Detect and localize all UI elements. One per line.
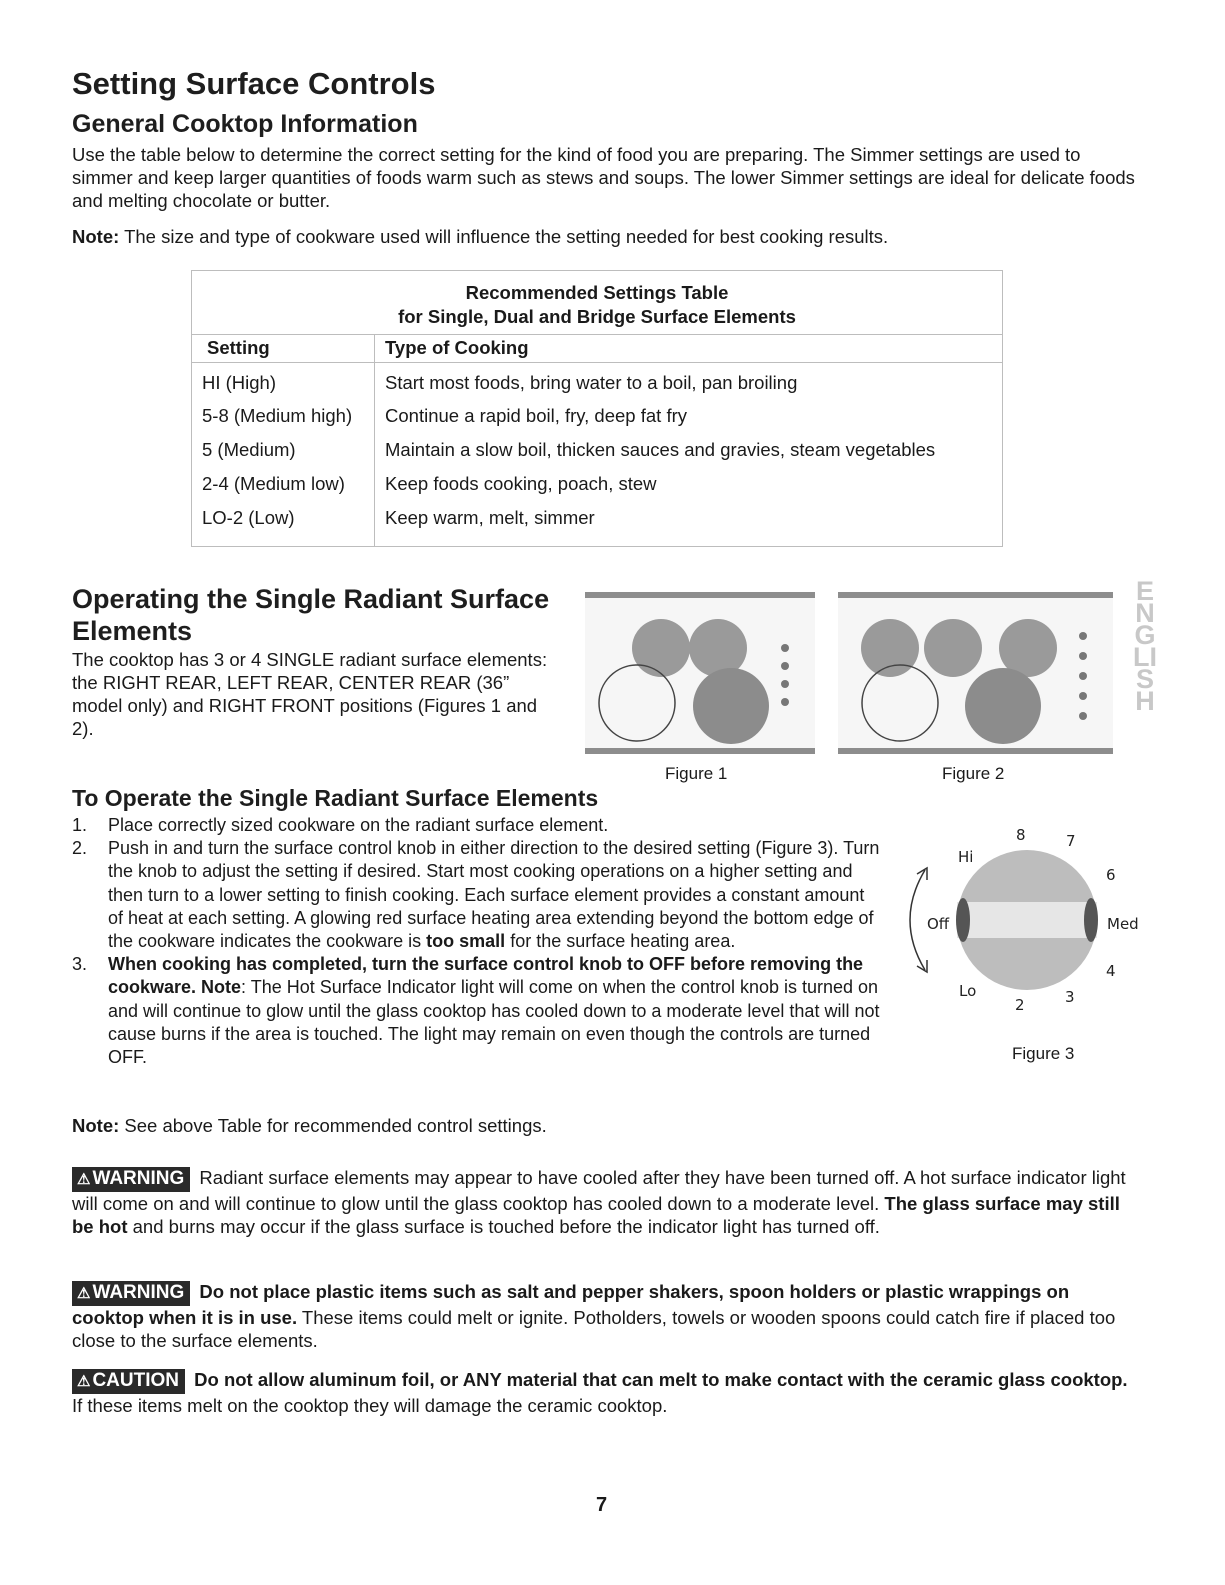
note-label: Note: [72, 226, 120, 247]
caution-triangle-icon: ⚠ [77, 1373, 91, 1390]
figure-1-cooktop-illustration [585, 592, 815, 754]
table-cell-type: Continue a rapid boil, fry, deep fat fry [385, 405, 687, 426]
operating-heading [72, 583, 549, 647]
table-cell-setting: 5-8 (Medium high) [202, 405, 353, 426]
warning-text-bold: Do not place plastic items such as salt and pepper shakers, spoon holders or plastic wrappings on cooktop when it is in use. [72, 1281, 1070, 1328]
table-cell-type: Start most foods, bring water to a boil, pan broiling [385, 372, 798, 393]
caution-block-aluminum-foil [72, 1368, 1142, 1417]
caution-text: If these items melt on the cooktop they will damage the ceramic cooktop. [72, 1395, 668, 1416]
operating-body: The cooktop has 3 or 4 SINGLE radiant surface elements: the RIGHT REAR, LEFT REAR, CENTER REAR (36” model only) and RIGHT FRONT positions (Figures 1 and 2). [72, 649, 548, 739]
warning-text: These items could melt or ignite. Potholders, towels or wooden spoons could catch fire if placed too close to the surface elements. [72, 1307, 1116, 1351]
figure-3-control-knob [895, 820, 1155, 1014]
table-cell-type: Keep warm, melt, simmer [385, 507, 595, 528]
warning-block-plastic-items [72, 1280, 1142, 1352]
step-number: 3. [72, 954, 88, 975]
dial-label-6: 6 [1106, 866, 1116, 884]
step-text-bold: When cooking has completed, turn the surface control knob to OFF before removing the cookware. Note [108, 954, 864, 998]
dial-label-4: 4 [1106, 962, 1116, 980]
step-text: Place correctly sized cookware on the radiant surface element. [108, 815, 609, 835]
note-text: The size and type of cookware used will influence the setting needed for best cooking results. [119, 226, 889, 247]
language-side-tab: ENGLISH [1133, 576, 1157, 716]
step-text: : The Hot Surface Indicator light will come on when the control knob is turned on and will continue to glow until the glass cooktop has cooled down to a moderate level that will not cause burns if the area is touched. The light may remain on even though the controls are turned OFF. [108, 977, 880, 1068]
table-reference-note [72, 1114, 547, 1137]
warning-badge [72, 1167, 190, 1192]
dial-label-7: 7 [1066, 832, 1076, 850]
list-item [72, 814, 882, 837]
dial-label-med: Med [1107, 915, 1139, 933]
note-label: Note: [72, 1115, 120, 1136]
table-cell-setting: LO-2 (Low) [202, 507, 295, 528]
to-operate-heading: To Operate the Single Radiant Surface Elements [72, 785, 599, 811]
dial-label-hi: Hi [958, 848, 974, 866]
operating-steps-list [72, 814, 882, 1069]
operating-heading-line1: Operating the Single Radiant Surface [72, 584, 550, 614]
caution-badge-label: CAUTION [92, 1370, 180, 1391]
caution-text-bold: Do not allow aluminum foil, or ANY material that can melt to make contact with the ceramic glass cooktop. [189, 1369, 1128, 1390]
figure-2-caption: Figure 2 [942, 764, 1005, 783]
list-item [72, 837, 882, 953]
warning-triangle-icon: ⚠ [77, 1171, 91, 1188]
table-caption [192, 281, 1002, 329]
warning-block-hot-surface [72, 1166, 1142, 1238]
dial-label-8: 8 [1016, 826, 1026, 844]
step-number: 1. [72, 815, 88, 835]
dial-label-off: Off [927, 915, 950, 933]
table-cell-type: Maintain a slow boil, thicken sauces and gravies, steam vegetables [385, 439, 936, 460]
column-header-setting: Setting [207, 337, 270, 358]
table-divider [192, 362, 1002, 363]
table-caption-line1: Recommended Settings Table [465, 282, 729, 303]
warning-text: and burns may occur if the glass surface is touched before the indicator light has turned off. [127, 1216, 880, 1237]
step-text-bold: too small [426, 931, 506, 952]
dial-label-lo: Lo [959, 982, 977, 1000]
table-cell-setting: 2-4 (Medium low) [202, 473, 345, 494]
page-number: 7 [596, 1494, 608, 1516]
dial-label-3: 3 [1065, 988, 1075, 1006]
warning-badge [72, 1281, 190, 1306]
warning-triangle-icon: ⚠ [77, 1285, 91, 1302]
table-cell-type: Keep foods cooking, poach, stew [385, 473, 657, 494]
column-header-type: Type of Cooking [385, 337, 529, 358]
step-number: 2. [72, 838, 88, 859]
warning-text: Radiant surface elements may appear to have cooled after they have been turned off. A hot surface indicator light will come on and will continue to glow until the glass cooktop has cooled down to a moderate level. [72, 1167, 1126, 1214]
table-cell-setting: 5 (Medium) [202, 439, 296, 460]
general-heading: General Cooktop Information [72, 110, 418, 138]
warning-text-bold: The glass surface may still be hot [72, 1193, 1120, 1237]
warning-badge-label: WARNING [92, 1168, 185, 1189]
dial-label-2: 2 [1015, 996, 1025, 1014]
page-title: Setting Surface Controls [72, 66, 436, 101]
list-item [72, 953, 882, 1069]
recommended-settings-table [191, 270, 1003, 547]
warning-badge-label: WARNING [92, 1282, 185, 1303]
step-text: for the surface heating area. [505, 931, 736, 952]
table-divider [192, 334, 1002, 335]
table-cell-setting: HI (High) [202, 372, 277, 393]
operating-heading-line2: Elements [72, 616, 193, 646]
step-text: Push in and turn the surface control knob in either direction to the desired setting (Figure 3). Turn the knob to adjust the setting if desired. Start most cooking operations on a higher setting and then turn to a lower setting to finish cooking. Each surface element provides a constant amount of heat at each setting. A glowing red surface heating area extending beyond the bottom edge of the cookware indicates the cookware is [108, 838, 880, 952]
general-intro: Use the table below to determine the correct setting for the kind of food you are preparing. The Simmer settings are used to simmer and keep larger quantities of foods warm such as stews and soups. The lower Simmer settings are ideal for delicate foods and melting chocolate or butter. [72, 144, 1135, 211]
figure-1-caption: Figure 1 [665, 764, 728, 783]
table-caption-line2: for Single, Dual and Bridge Surface Elements [398, 306, 796, 327]
figure-2-cooktop-illustration [838, 592, 1113, 754]
caution-badge [72, 1369, 185, 1394]
table-column-divider [374, 335, 375, 546]
note-text: See above Table for recommended control settings. [119, 1115, 547, 1136]
figure-3-caption: Figure 3 [1012, 1044, 1075, 1063]
general-note [72, 225, 1142, 248]
